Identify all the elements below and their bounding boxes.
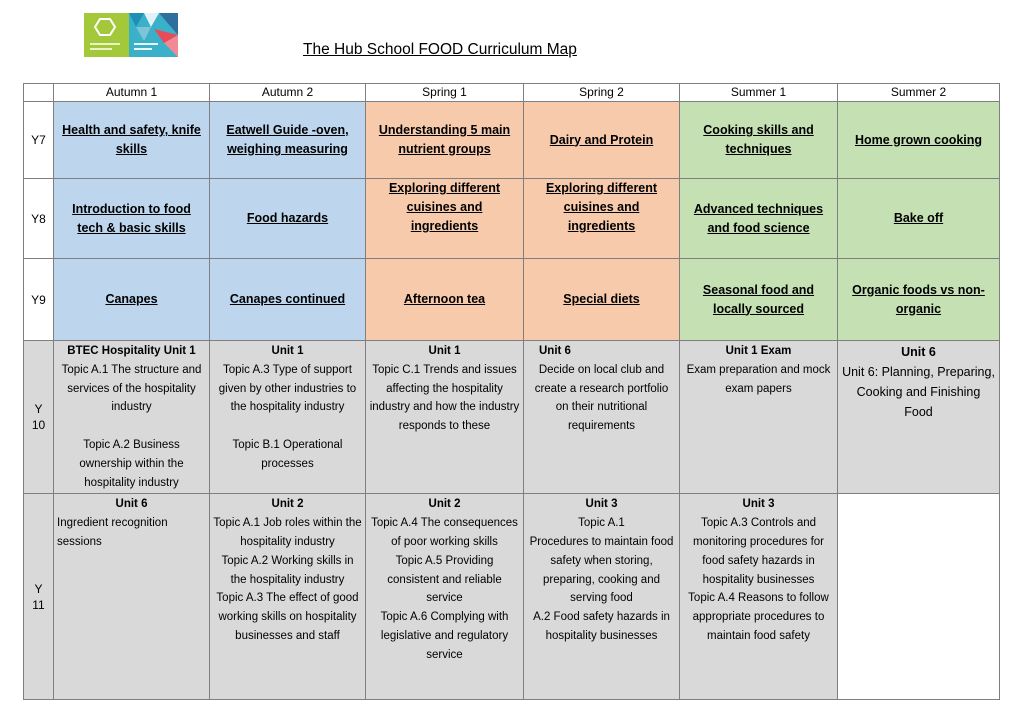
detail-cell <box>680 494 838 700</box>
topic-cell: Understanding 5 main nutrient groups <box>366 102 524 179</box>
unit-heading: Unit 6 <box>901 345 936 359</box>
column-header: Summer 1 <box>680 84 838 102</box>
detail-cell <box>210 341 366 494</box>
topic-cell: Special diets <box>524 259 680 341</box>
topic-text: Topic A.3 Type of support given by other industries to the hospitality industry <box>218 363 357 414</box>
topic-cell: Cooking skills and techniques <box>680 102 838 179</box>
school-logo <box>84 13 178 57</box>
topic-cell: Home grown cooking <box>838 102 1000 179</box>
unit-heading: Unit 3 <box>585 498 618 511</box>
topic-cell: Exploring different cuisines and ingredients <box>524 179 680 259</box>
row-label: Y8 <box>24 179 54 259</box>
detail-cell <box>54 494 210 700</box>
unit-heading: BTEC Hospitality Unit 1 <box>67 345 196 357</box>
detail-cell <box>54 341 210 494</box>
topic-text: Topic A.6 Complying with legislative and regulatory service <box>380 611 509 661</box>
topic-text: Topic A.4 Reasons to follow appropriate procedures to maintain food safety <box>688 592 829 642</box>
topic-text: Decide on local club and create a research portfolio on their nutritional requirements <box>534 363 669 433</box>
row-y8 <box>24 179 1000 259</box>
row-label-line: 10 <box>31 418 46 433</box>
unit-heading: Unit 6 <box>115 498 148 511</box>
curriculum-table <box>23 83 1000 700</box>
unit-heading: Unit 2 <box>428 498 461 511</box>
page-title: The Hub School FOOD Curriculum Map <box>303 41 577 58</box>
row-label <box>24 341 54 494</box>
row-label <box>24 494 54 700</box>
topic-text: Topic A.4 The consequences of poor working skills <box>371 517 518 548</box>
topic-text: Topic A.1 The structure and services of the hospitality industry <box>61 363 202 414</box>
topic-cell: Eatwell Guide -oven, weighing measuring <box>210 102 366 179</box>
topic-text: Topic A.1 <box>578 517 625 530</box>
unit-heading: Unit 1 <box>271 345 304 357</box>
unit-heading: Unit 1 <box>428 345 461 357</box>
topic-text: Procedures to maintain food safety when storing, preparing, cooking and serving food <box>529 535 674 605</box>
topic-cell: Seasonal food and locally sourced <box>680 259 838 341</box>
detail-cell <box>210 494 366 700</box>
topic-text: Ingredient recognition sessions <box>57 517 168 548</box>
topic-text: Topic A.1 Job roles within the hospitality industry <box>213 517 362 548</box>
row-y9 <box>24 259 1000 341</box>
topic-text: Topic A.3 Controls and monitoring procedures for food safety hazards in hospitality businesses <box>692 517 825 586</box>
row-label-line: Y <box>34 581 43 596</box>
column-header: Autumn 2 <box>210 84 366 102</box>
corner-cell <box>24 84 54 102</box>
detail-cell <box>680 341 838 494</box>
column-header: Autumn 1 <box>54 84 210 102</box>
topic-cell: Organic foods vs non-organic <box>838 259 1000 341</box>
topic-text: Topic A.2 Business ownership within the hospitality industry <box>79 438 184 489</box>
detail-cell <box>524 341 680 494</box>
unit-heading: Unit 3 <box>742 498 775 511</box>
topic-cell: Canapes continued <box>210 259 366 341</box>
detail-cell <box>838 341 1000 494</box>
topic-text: Topic A.2 Working skills in the hospitality industry <box>221 554 354 586</box>
column-header: Summer 2 <box>838 84 1000 102</box>
topic-cell: Introduction to food tech & basic skills <box>54 179 210 259</box>
topic-cell: Dairy and Protein <box>524 102 680 179</box>
row-label: Y7 <box>24 102 54 179</box>
topic-text: Topic C.1 Trends and issues affecting the hospitality industry and how the industry responds to these <box>369 363 520 433</box>
row-y7 <box>24 102 1000 179</box>
detail-cell <box>366 494 524 700</box>
row-y11 <box>24 494 1000 700</box>
column-header: Spring 2 <box>524 84 680 102</box>
topic-cell: Canapes <box>54 259 210 341</box>
topic-text: Topic B.1 Operational processes <box>232 438 343 470</box>
topic-cell: Advanced techniques and food science <box>680 179 838 259</box>
unit-heading: Unit 2 <box>271 498 304 511</box>
topic-cell: Afternoon tea <box>366 259 524 341</box>
topic-cell: Exploring different cuisines and ingredients <box>366 179 524 259</box>
topic-text: Exam preparation and mock exam papers <box>686 363 831 395</box>
column-header: Spring 1 <box>366 84 524 102</box>
topic-cell: Food hazards <box>210 179 366 259</box>
topic-cell: Health and safety, knife skills <box>54 102 210 179</box>
unit-heading: Unit 1 Exam <box>725 345 792 357</box>
detail-cell <box>366 341 524 494</box>
topic-text: Topic A.3 The effect of good working skills on hospitality businesses and staff <box>216 592 359 642</box>
topic-text: Unit 6: Planning, Preparing, Cooking and Finishing Food <box>842 365 995 419</box>
row-label-line: Y <box>34 402 43 417</box>
row-label: Y9 <box>24 259 54 341</box>
topic-text: A.2 Food safety hazards in hospitality businesses <box>533 611 670 642</box>
topic-text: Topic A.5 Providing consistent and reliable service <box>387 554 502 605</box>
header-row <box>24 84 1000 102</box>
empty-cell <box>838 494 1000 700</box>
unit-heading: Unit 6 <box>539 345 571 357</box>
detail-cell <box>524 494 680 700</box>
row-label-line: 11 <box>32 597 45 612</box>
topic-cell: Bake off <box>838 179 1000 259</box>
row-y10 <box>24 341 1000 494</box>
